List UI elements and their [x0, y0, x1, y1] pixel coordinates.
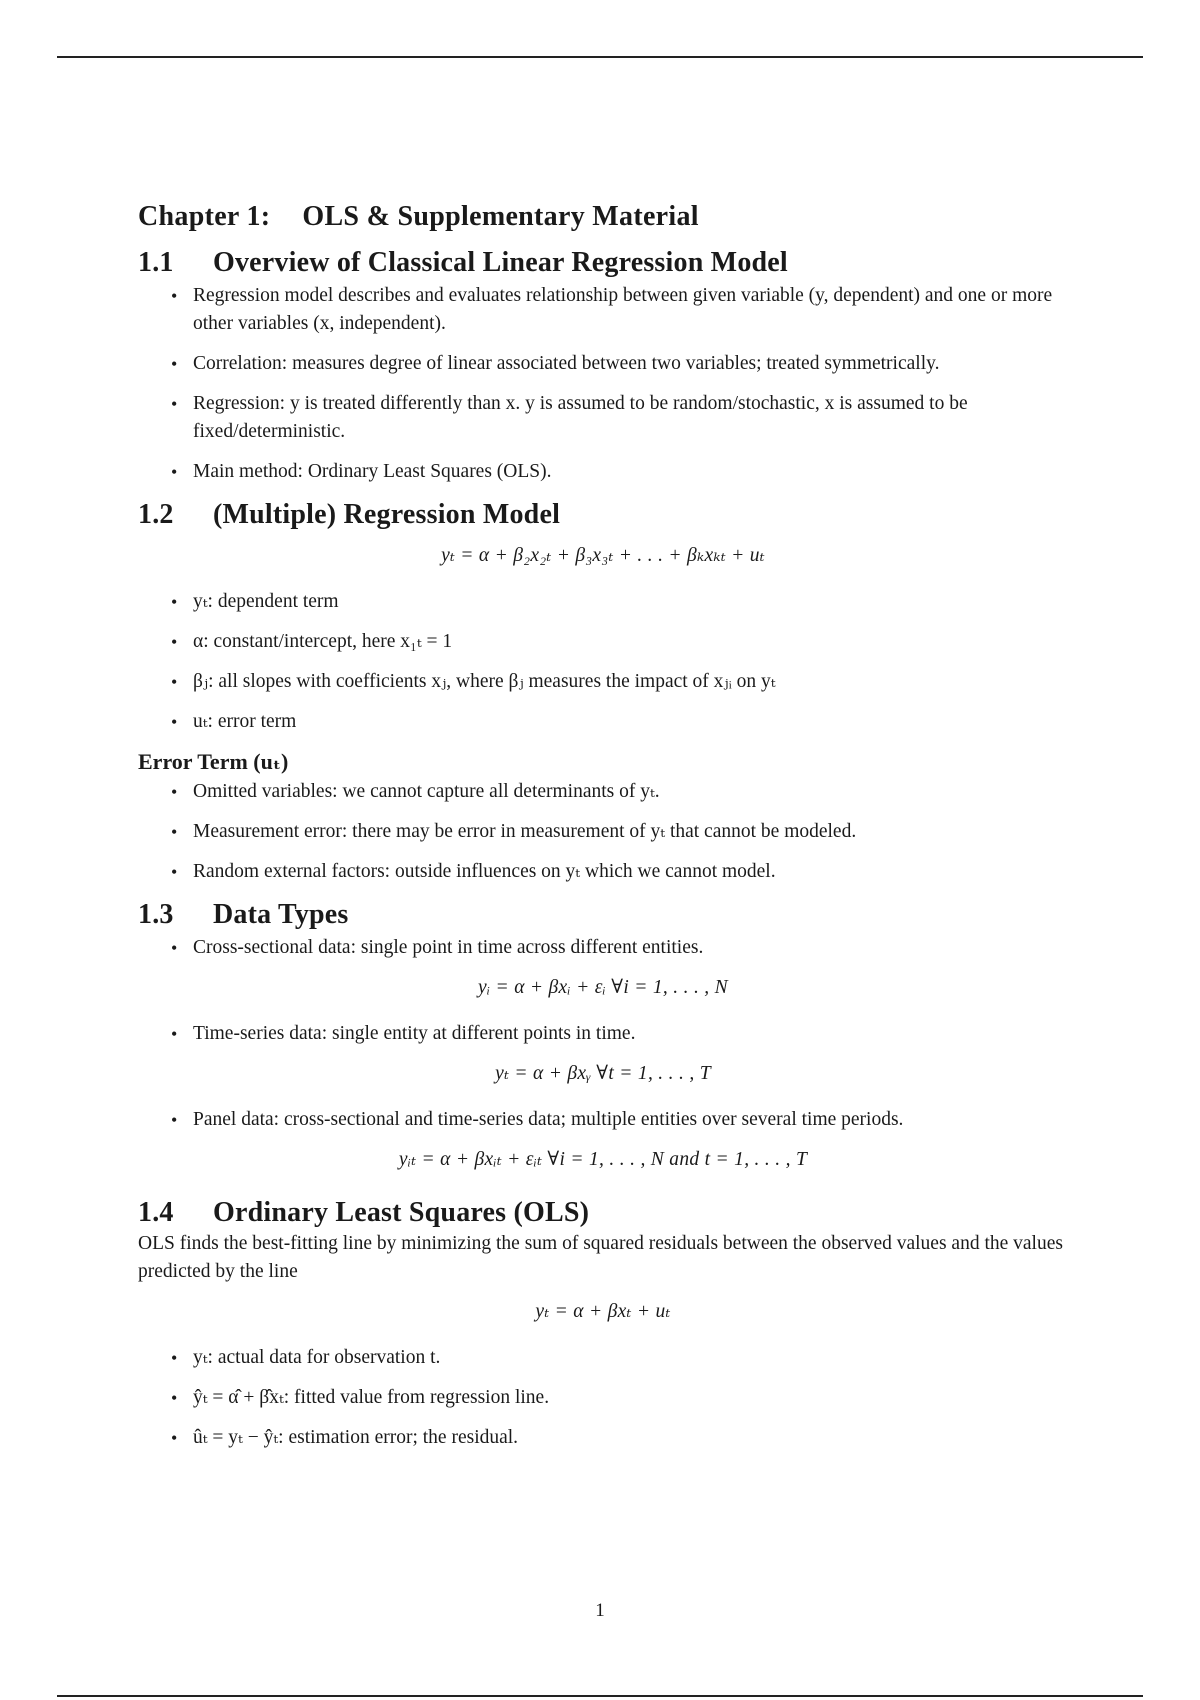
section-1-4-heading	[138, 1196, 1068, 1230]
list-item: • Omitted variables: we cannot capture all determinants of yₜ.	[193, 778, 1068, 806]
list-item: • Panel data: cross-sectional and time-series data; multiple entities over several time periods.	[193, 1106, 1068, 1134]
list-item: • Time-series data: single entity at different points in time.	[193, 1020, 1068, 1048]
list-item: • Cross-sectional data: single point in time across different entities.	[193, 934, 1068, 962]
chapter-label: Chapter 1:	[138, 201, 271, 232]
list-item: • yₜ: actual data for observation t.	[193, 1344, 1068, 1372]
section-title: (Multiple) Regression Model	[213, 499, 561, 530]
list-item: • Correlation: measures degree of linear associated between two variables; treated symmetrically.	[193, 350, 1068, 378]
section-1-1-heading	[138, 246, 1068, 280]
chapter-heading	[138, 200, 1068, 234]
list-item: • α: constant/intercept, here x₁ₜ = 1	[193, 628, 1068, 656]
section-1-3-list	[138, 1106, 1068, 1134]
error-term-list	[138, 778, 1068, 886]
list-item: • ûₜ = yₜ − ŷₜ: estimation error; the residual.	[193, 1424, 1068, 1452]
section-title: Data Types	[213, 899, 349, 930]
section-1-3-heading	[138, 898, 1068, 932]
page-content	[138, 200, 1068, 1464]
list-item: • ŷₜ = α̂ + β̂xₜ: fitted value from regression line.	[193, 1384, 1068, 1412]
list-item: • yₜ: dependent term	[193, 588, 1068, 616]
list-item: • Main method: Ordinary Least Squares (OLS).	[193, 458, 1068, 486]
time-series-equation: yₜ = α + βxᵧ ∀t = 1, . . . , T	[495, 1063, 711, 1084]
error-term-heading: Error Term (uₜ)	[138, 749, 289, 774]
chapter-title: OLS & Supplementary Material	[302, 201, 699, 232]
section-title: Overview of Classical Linear Regression Model	[213, 247, 788, 278]
list-item: • Regression: y is treated differently than x. y is assumed to be random/stochastic, x is assumed to be fixed/deterministic.	[193, 390, 1068, 446]
section-number: 1.2	[138, 499, 174, 530]
list-item: • Random external factors: outside influences on yₜ which we cannot model.	[193, 858, 1068, 886]
top-rule	[57, 56, 1143, 58]
list-item: • βⱼ: all slopes with coefficients xⱼ, where βⱼ measures the impact of xⱼᵢ on yₜ	[193, 668, 1068, 696]
ols-equation: yₜ = α + βxₜ + uₜ	[535, 1301, 671, 1322]
section-number: 1.3	[138, 899, 174, 930]
section-title: Ordinary Least Squares (OLS)	[213, 1197, 590, 1228]
ols-paragraph: OLS finds the best-fitting line by minimizing the sum of squared residuals between the observed values and the values predicted by the line	[138, 1233, 1063, 1282]
section-1-2-heading	[138, 498, 1068, 532]
section-1-3-list	[138, 934, 1068, 962]
cross-sectional-equation: yᵢ = α + βxᵢ + εᵢ ∀i = 1, . . . , N	[478, 977, 728, 998]
list-item: • Regression model describes and evaluates relationship between given variable (y, dependent) and one or more other variables (x, independent).	[193, 282, 1068, 338]
list-item: • uₜ: error term	[193, 708, 1068, 736]
panel-equation: yᵢₜ = α + βxᵢₜ + εᵢₜ ∀i = 1, . . . , N and t = 1, . . . , T	[398, 1149, 808, 1170]
regression-equation: yₜ = α + β₂x₂ₜ + β₃x₃ₜ + . . . + βₖxₖₜ + uₜ	[441, 545, 765, 566]
page-number: 1	[595, 1600, 605, 1621]
section-number: 1.4	[138, 1197, 174, 1228]
section-1-1-list	[138, 282, 1068, 486]
section-1-4-list	[138, 1344, 1068, 1452]
section-1-3-list	[138, 1020, 1068, 1048]
section-number: 1.1	[138, 247, 174, 278]
list-item: • Measurement error: there may be error in measurement of yₜ that cannot be modeled.	[193, 818, 1068, 846]
bottom-rule	[57, 1695, 1143, 1697]
section-1-2-list	[138, 588, 1068, 736]
